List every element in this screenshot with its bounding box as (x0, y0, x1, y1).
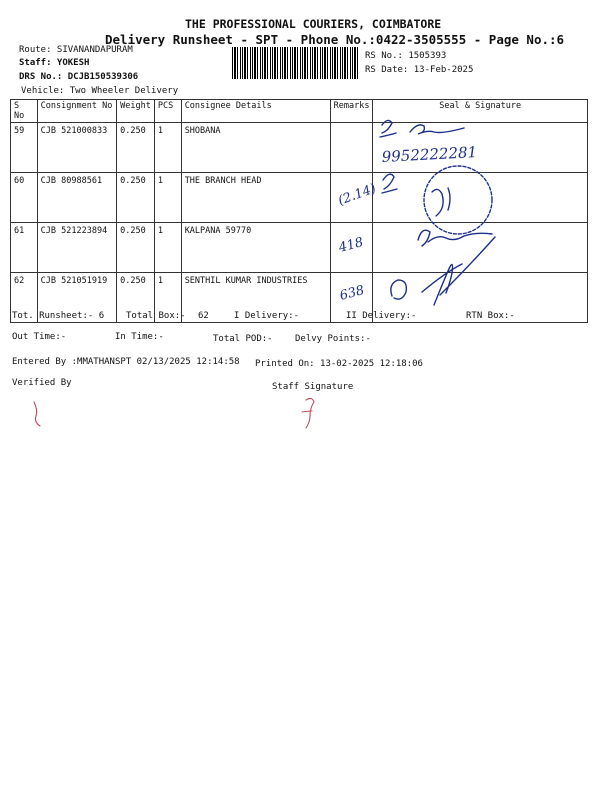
rs-date: RS Date: 13-Feb-2025 (365, 65, 474, 75)
rs-number: RS No.: 1505393 (365, 51, 447, 61)
staff-label: Staff: YOKESH (19, 58, 90, 68)
out-time: Out Time:- (12, 332, 67, 342)
i-delivery: I Delivery:- (234, 311, 300, 321)
red-initial-staff (302, 398, 314, 428)
entered-by: Entered By :MMATHANSPT 02/13/2025 12:14:58 (12, 357, 240, 367)
signature-row-62 (391, 237, 495, 305)
verified-by: Verified By (12, 378, 72, 388)
company-title: THE PROFESSIONAL COURIERS, COIMBATORE (185, 17, 442, 31)
seal-stamp-mark (432, 188, 450, 216)
rtn-box: RTN Box:- (466, 311, 515, 321)
col-sno: S No (11, 100, 38, 123)
staff-signature: Staff Signature (272, 382, 354, 392)
drs-number: DRS No.: DCJB150539306 (19, 72, 139, 82)
signature-row-59 (380, 120, 464, 137)
cell-weight: 0.250 (117, 173, 155, 223)
col-signature: Seal & Signature (373, 100, 588, 123)
col-weight: Weight (117, 100, 155, 123)
cell-consignment: CJB 521223894 (37, 223, 116, 273)
cell-consignee: SENTHIL KUMAR INDUSTRIES (181, 273, 330, 323)
handwritten-remark-60: (2.14) (336, 181, 379, 209)
total-box-value: 62 (198, 311, 209, 321)
cell-consignee: SHOBANA (181, 123, 330, 173)
route-label: Route: SIVANANDAPURAM (19, 45, 133, 55)
cell-pcs: 1 (154, 173, 181, 223)
col-consignment: Consignment No (37, 100, 116, 123)
total-pod: Total POD:- (213, 334, 273, 344)
cell-weight: 0.250 (117, 273, 155, 323)
cell-sno: 59 (11, 123, 38, 173)
cell-pcs: 1 (154, 123, 181, 173)
cell-sno: 62 (11, 273, 38, 323)
signature-row-60 (382, 174, 397, 193)
ii-delivery: II Delivery:- (346, 311, 417, 321)
cell-consignment: CJB 80988561 (37, 173, 116, 223)
cell-sno: 61 (11, 223, 38, 273)
cell-consignee: KALPANA 59770 (181, 223, 330, 273)
cell-sno: 60 (11, 173, 38, 223)
seal-stamp-ring (424, 166, 492, 234)
red-initial-verified (34, 402, 40, 426)
vehicle-label: Vehicle: Two Wheeler Delivery (21, 86, 179, 96)
delvy-points: Delvy Points:- (295, 334, 371, 344)
col-consignee: Consignee Details (181, 100, 330, 123)
handwritten-remark-61: 418 (337, 234, 366, 256)
col-pcs: PCS (154, 100, 181, 123)
col-remarks: Remarks (330, 100, 373, 123)
cell-weight: 0.250 (117, 223, 155, 273)
printed-on: Printed On: 13-02-2025 12:18:06 (255, 359, 423, 369)
cell-weight: 0.250 (117, 123, 155, 173)
cell-consignment: CJB 521000833 (37, 123, 116, 173)
runsheet-title: Delivery Runsheet - SPT - Phone No.:0422-3505555 - Page No.:6 (105, 32, 565, 47)
handwritten-phone: 9952222281 (381, 143, 478, 166)
cell-consignee: THE BRANCH HEAD (181, 173, 330, 223)
in-time: In Time:- (115, 332, 164, 342)
signature-row-61 (418, 230, 492, 246)
cell-pcs: 1 (154, 273, 181, 323)
tot-runsheet: Tot. Runsheet:- 6 (12, 311, 105, 321)
cell-consignment: CJB 521051919 (37, 273, 116, 323)
total-box-label: Total Box:- (126, 311, 186, 321)
handwritten-remark-62: 638 (338, 282, 367, 304)
cell-pcs: 1 (154, 223, 181, 273)
